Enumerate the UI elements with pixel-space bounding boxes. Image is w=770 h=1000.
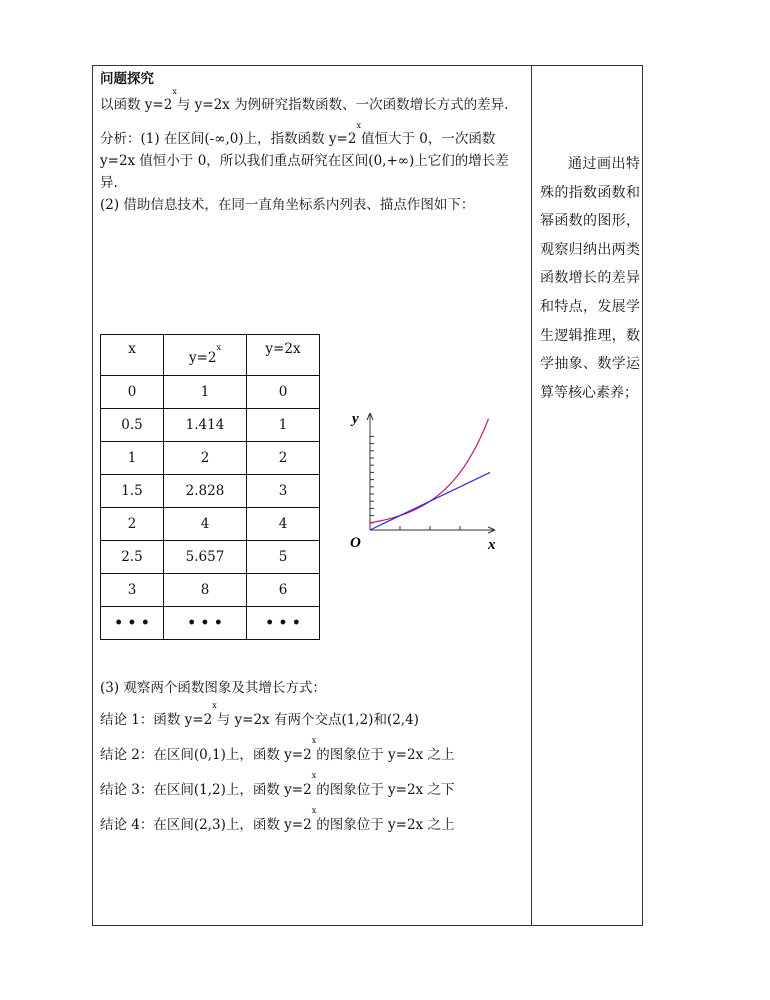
table-cell: 1.5 [101, 475, 164, 508]
table-row [101, 574, 320, 607]
table-cell: 6 [247, 574, 320, 607]
header-x: x [101, 335, 164, 376]
table-cell: 0 [247, 376, 320, 409]
header-exp: $y=2^x$ [164, 335, 247, 376]
table-cell: • • • [164, 607, 247, 640]
y-axis-label: y [352, 411, 359, 427]
section-title: 问题探究 [100, 71, 154, 87]
table-row [101, 409, 320, 442]
table-cell: • • • [101, 607, 164, 640]
table-row [101, 607, 320, 640]
table-cell: 4 [164, 508, 247, 541]
table-cell: 3 [101, 574, 164, 607]
table-header-row [101, 335, 320, 376]
table-cell: 1 [101, 442, 164, 475]
conclusion-1: 结论 1：函数 $y=2^x$与 y=2x 有两个交点(1,2)和(2,4) [100, 701, 419, 728]
side-note: 通过画出特殊的指数函数和幂函数的图形，观察归纳出两类函数增长的差异和特点，发展学生逻辑推理，数学抽象、数学运算等核心素养； [540, 156, 640, 401]
table-cell: 0.5 [101, 409, 164, 442]
table-cell: 1.414 [164, 409, 247, 442]
table-row [101, 376, 320, 409]
table-cell: 2.828 [164, 475, 247, 508]
table-row [101, 442, 320, 475]
conclusion-4: 结论 4：在区间(2,3)上，函数 $y=2^x$的图象位于 y=2x 之上 [100, 806, 455, 833]
main-column [100, 68, 524, 216]
table-cell: 4 [247, 508, 320, 541]
conclusion-3: 结论 3：在区间(1,2)上，函数 $y=2^x$的图象位于 y=2x 之下 [100, 771, 455, 798]
origin-label: O [350, 535, 361, 551]
conclusion-2: 结论 2：在区间(0,1)上，函数 $y=2^x$的图象位于 y=2x 之上 [100, 736, 455, 763]
step-2-paragraph: (2) 借助信息技术，在同一直角坐标系内列表、描点作图如下： [100, 197, 475, 213]
table-cell: 0 [101, 376, 164, 409]
value-table [100, 334, 320, 640]
analysis-paragraph: 分析：(1) 在区间(-∞,0)上，指数函数 $y=2^x$值恒大于 0，一次函数 y=2x 值恒小于 0，所以我们重点研究在区间(0,+∞)上它们的增长差异. [100, 121, 509, 191]
table-cell: 3 [247, 475, 320, 508]
table-cell: 1 [247, 409, 320, 442]
function-graph [345, 405, 505, 555]
intro-paragraph: 以函数 $y=2^x$与 y=2x 为例研究指数函数、一次函数增长方式的差异. [100, 87, 509, 113]
step-3-paragraph: (3) 观察两个函数图象及其增长方式： [100, 680, 326, 696]
x-axis-label: x [488, 537, 496, 553]
table-cell: • • • [247, 607, 320, 640]
table-row [101, 475, 320, 508]
table-row [101, 541, 320, 574]
header-linear: y=2x [247, 335, 320, 376]
table-cell: 2 [101, 508, 164, 541]
table-cell: 1 [164, 376, 247, 409]
table-cell: 8 [164, 574, 247, 607]
axes [367, 413, 495, 533]
table-cell: 2 [247, 442, 320, 475]
table-cell: 2.5 [101, 541, 164, 574]
table-cell: 5 [247, 541, 320, 574]
linear-line [370, 472, 490, 530]
table-cell: 5.657 [164, 541, 247, 574]
exponential-curve [370, 419, 489, 523]
column-divider [531, 65, 532, 926]
table-row [101, 508, 320, 541]
table-cell: 2 [164, 442, 247, 475]
